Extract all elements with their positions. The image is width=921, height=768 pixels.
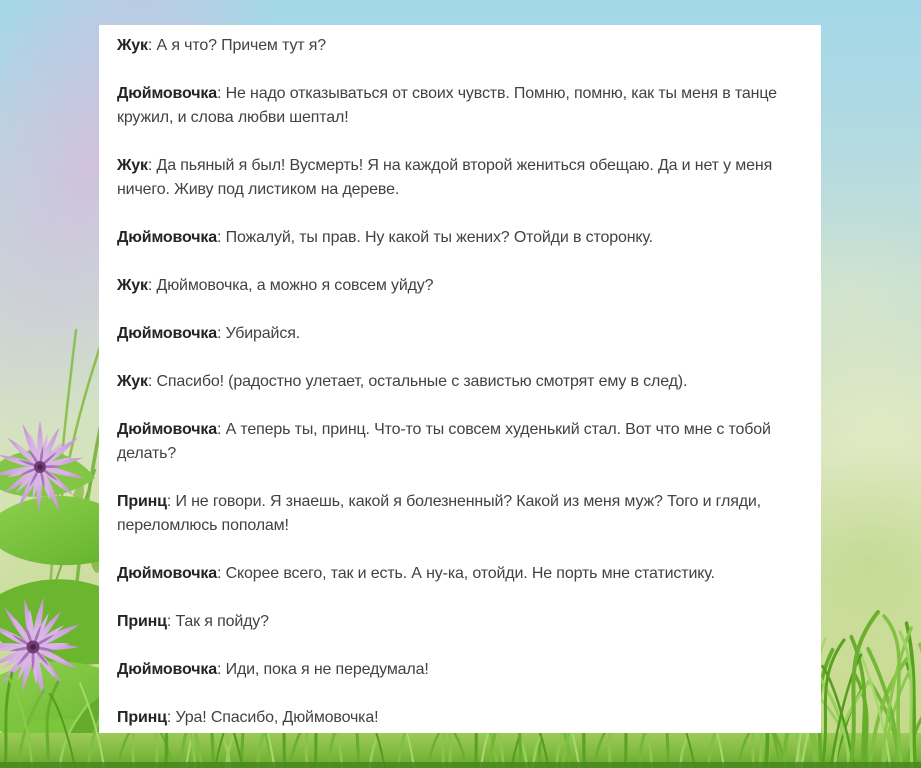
dialogue-line [117, 562, 787, 586]
speaker-name: Принц [117, 613, 167, 630]
speaker-name: Жук [117, 277, 148, 294]
speech-text: : Ура! Спасибо, Дюймовочка! [166, 709, 379, 726]
dialogue-line [117, 610, 787, 634]
dialogue [117, 34, 787, 730]
script-content-card [99, 25, 821, 733]
speech-text: : Дюймовочка, а можно я совсем уйду? [147, 277, 434, 294]
speaker-name: Принц [117, 709, 167, 726]
dialogue-line [117, 658, 787, 682]
speaker-name: Жук [117, 37, 148, 54]
speaker-name: Дюймовочка [117, 229, 217, 246]
speech-text: : Так я пойду? [166, 613, 269, 630]
speech-text: : А я что? Причем тут я? [147, 37, 327, 54]
dialogue-line [117, 82, 787, 130]
dialogue-line [117, 706, 787, 730]
speaker-name: Дюймовочка [117, 325, 217, 342]
speaker-name: Дюймовочка [117, 661, 217, 678]
dialogue-line [117, 226, 787, 250]
dialogue-line [117, 490, 787, 538]
speech-text: : Иди, пока я не передумала! [217, 661, 429, 678]
speaker-name: Дюймовочка [117, 85, 217, 102]
speech-text: : Пожалуй, ты прав. Ну какой ты жених? Отойди в сторонку. [217, 229, 653, 246]
speech-text: : Да пьяный я был! Вусмерть! Я на каждой второй жениться обещаю. Да и нет у меня ничего. Живу под листиком на дереве. [117, 157, 773, 198]
dialogue-line [117, 418, 787, 466]
speech-text: : И не говори. Я знаешь, какой я болезненный? Какой из меня муж? Того и гляди, переломлюсь пополам! [117, 493, 761, 534]
speech-text: : Спасибо! (радостно улетает, остальные с завистью смотрят ему в след). [147, 373, 688, 390]
dialogue-line [117, 322, 787, 346]
dialogue-line [117, 154, 787, 202]
speaker-name: Дюймовочка [117, 421, 217, 438]
speaker-name: Жук [117, 373, 148, 390]
speech-text: : Не надо отказываться от своих чувств. Помню, помню, как ты меня в танце кружил, и слова любви шептал! [117, 85, 777, 126]
dialogue-line [117, 274, 787, 298]
dialogue-line [117, 34, 787, 58]
speech-text: : Скорее всего, так и есть. А ну-ка, отойди. Не порть мне статистику. [217, 565, 715, 582]
speech-text: : Убирайся. [217, 325, 300, 342]
speech-text: : А теперь ты, принц. Что-то ты совсем худенький стал. Вот что мне с тобой делать? [117, 421, 771, 462]
speaker-name: Жук [117, 157, 148, 174]
dialogue-line [117, 370, 787, 394]
speaker-name: Дюймовочка [117, 565, 217, 582]
speaker-name: Принц [117, 493, 167, 510]
